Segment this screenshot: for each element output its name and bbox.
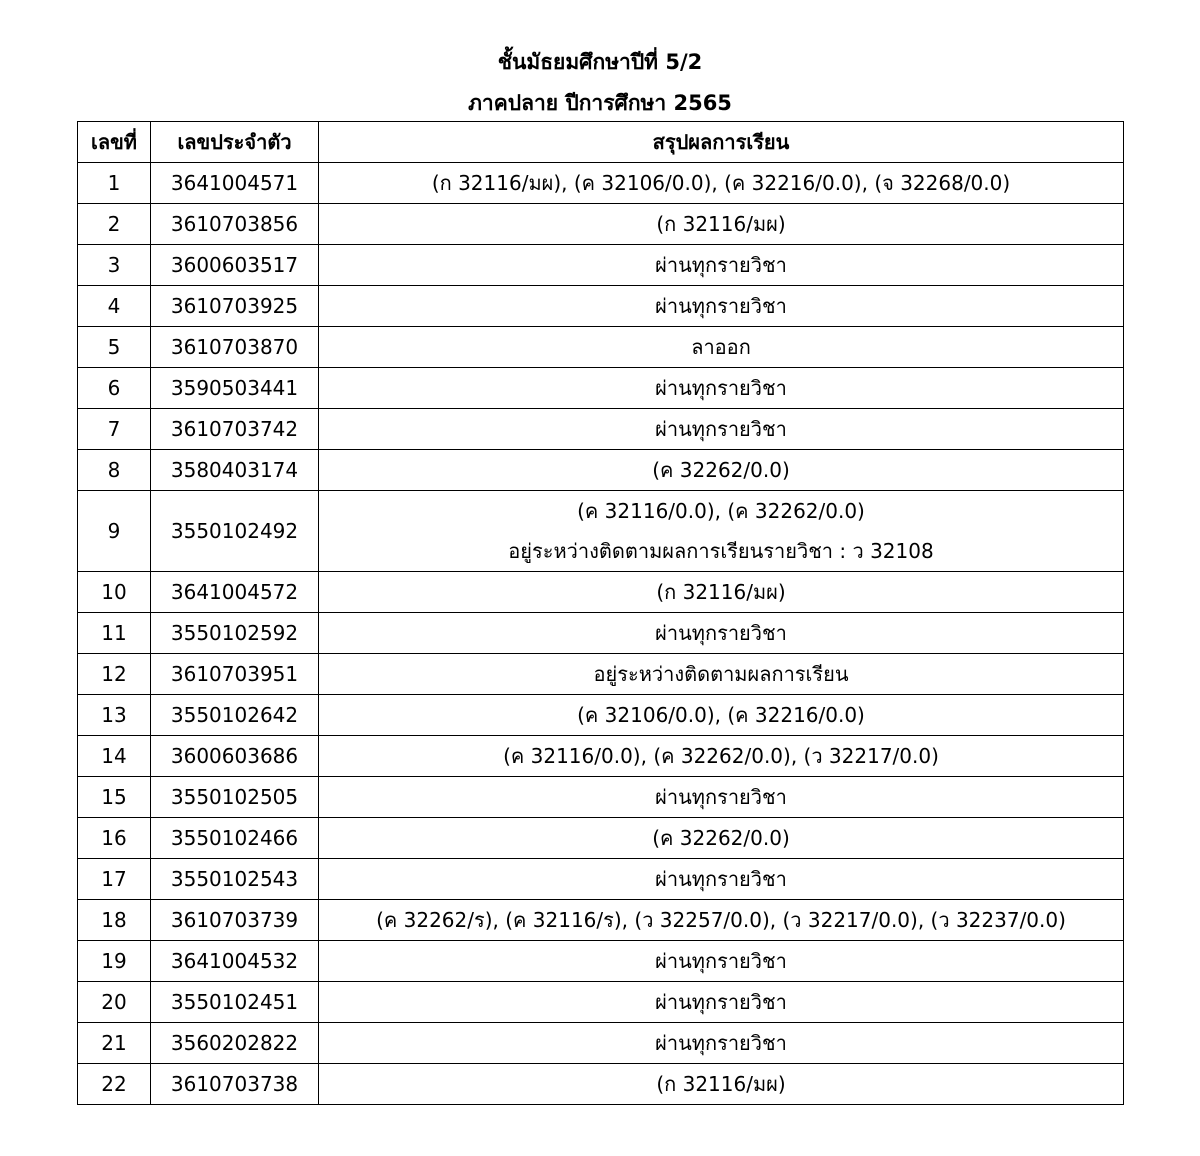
table-row [78, 982, 1124, 1023]
cell-no: 3 [78, 245, 151, 286]
table-row [78, 450, 1124, 491]
cell-summary [319, 450, 1124, 491]
cell-summary [319, 859, 1124, 900]
cell-student-id: 3550102543 [151, 859, 319, 900]
cell-student-id: 3610703738 [151, 1064, 319, 1105]
summary-line: อยู่ระหว่างติดตามผลการเรียนรายวิชา : ว 32108 [508, 539, 934, 563]
cell-summary [319, 654, 1124, 695]
cell-student-id: 3610703870 [151, 327, 319, 368]
header-no: เลขที่ [78, 122, 151, 163]
cell-student-id: 3641004572 [151, 572, 319, 613]
cell-summary [319, 245, 1124, 286]
cell-student-id: 3560202822 [151, 1023, 319, 1064]
table-row [78, 245, 1124, 286]
cell-student-id: 3590503441 [151, 368, 319, 409]
summary-line: ผ่านทุกรายวิชา [655, 949, 787, 973]
results-table-body [78, 163, 1124, 1105]
cell-no: 13 [78, 695, 151, 736]
summary-line: ลาออก [691, 335, 751, 359]
table-row [78, 327, 1124, 368]
cell-student-id: 3580403174 [151, 450, 319, 491]
cell-summary [319, 409, 1124, 450]
summary-line: ผ่านทุกรายวิชา [655, 990, 787, 1014]
results-table-header [78, 122, 1124, 163]
cell-student-id: 3610703742 [151, 409, 319, 450]
table-row [78, 491, 1124, 572]
table-row [78, 613, 1124, 654]
cell-summary [319, 368, 1124, 409]
summary-line: (ก 32116/มผ), (ค 32106/0.0), (ค 32216/0.0), (จ 32268/0.0) [431, 171, 1011, 195]
header-summary: สรุปผลการเรียน [319, 122, 1124, 163]
cell-student-id: 3641004571 [151, 163, 319, 204]
table-row [78, 859, 1124, 900]
table-row [78, 818, 1124, 859]
cell-summary [319, 777, 1124, 818]
cell-student-id: 3610703856 [151, 204, 319, 245]
cell-summary [319, 204, 1124, 245]
cell-summary [319, 982, 1124, 1023]
cell-summary [319, 900, 1124, 941]
cell-student-id: 3610703739 [151, 900, 319, 941]
summary-line: ผ่านทุกรายวิชา [655, 785, 787, 809]
summary-line: ผ่านทุกรายวิชา [655, 1031, 787, 1055]
table-row [78, 409, 1124, 450]
cell-summary [319, 941, 1124, 982]
cell-summary [319, 1064, 1124, 1105]
cell-no: 11 [78, 613, 151, 654]
cell-student-id: 3550102451 [151, 982, 319, 1023]
document-title: ชั้นมัธยมศึกษาปีที่ 5/2 [497, 50, 703, 74]
cell-student-id: 3550102492 [151, 491, 319, 572]
table-row [78, 1023, 1124, 1064]
table-row [78, 654, 1124, 695]
summary-line: (ค 32262/0.0) [652, 458, 790, 482]
cell-no: 19 [78, 941, 151, 982]
summary-line: (ค 32262/ร), (ค 32116/ร), (ว 32257/0.0), (ว 32217/0.0), (ว 32237/0.0) [376, 908, 1066, 932]
cell-no: 20 [78, 982, 151, 1023]
cell-no: 6 [78, 368, 151, 409]
summary-line: (ก 32116/มผ) [656, 580, 786, 604]
cell-student-id: 3610703951 [151, 654, 319, 695]
cell-student-id: 3550102592 [151, 613, 319, 654]
cell-no: 17 [78, 859, 151, 900]
cell-summary [319, 572, 1124, 613]
cell-no: 16 [78, 818, 151, 859]
table-row [78, 695, 1124, 736]
cell-summary [319, 613, 1124, 654]
cell-no: 21 [78, 1023, 151, 1064]
table-row [78, 900, 1124, 941]
cell-no: 1 [78, 163, 151, 204]
table-row [78, 163, 1124, 204]
table-row [78, 286, 1124, 327]
summary-line: (ค 32116/0.0), (ค 32262/0.0), (ว 32217/0.0) [503, 744, 939, 768]
cell-summary [319, 286, 1124, 327]
cell-summary [319, 695, 1124, 736]
table-row [78, 572, 1124, 613]
table-row [78, 204, 1124, 245]
cell-no: 15 [78, 777, 151, 818]
summary-line: (ก 32116/มผ) [656, 1072, 786, 1096]
cell-summary [319, 327, 1124, 368]
summary-line: (ค 32116/0.0), (ค 32262/0.0) [577, 499, 865, 523]
cell-no: 18 [78, 900, 151, 941]
cell-no: 4 [78, 286, 151, 327]
cell-summary [319, 1023, 1124, 1064]
cell-student-id: 3550102642 [151, 695, 319, 736]
table-row [78, 1064, 1124, 1105]
summary-line: (ก 32116/มผ) [656, 212, 786, 236]
cell-summary [319, 491, 1124, 572]
cell-no: 7 [78, 409, 151, 450]
summary-line: ผ่านทุกรายวิชา [655, 294, 787, 318]
cell-no: 2 [78, 204, 151, 245]
cell-summary [319, 163, 1124, 204]
cell-student-id: 3600603686 [151, 736, 319, 777]
cell-no: 22 [78, 1064, 151, 1105]
document-subtitle: ภาคปลาย ปีการศึกษา 2565 [468, 91, 732, 115]
summary-line: (ค 32106/0.0), (ค 32216/0.0) [577, 703, 865, 727]
table-row [78, 368, 1124, 409]
cell-no: 9 [78, 491, 151, 572]
cell-no: 12 [78, 654, 151, 695]
summary-line: ผ่านทุกรายวิชา [655, 376, 787, 400]
cell-no: 14 [78, 736, 151, 777]
summary-line: ผ่านทุกรายวิชา [655, 621, 787, 645]
table-row [78, 736, 1124, 777]
summary-line: ผ่านทุกรายวิชา [655, 253, 787, 277]
cell-summary [319, 736, 1124, 777]
table-row [78, 777, 1124, 818]
summary-line: อยู่ระหว่างติดตามผลการเรียน [593, 662, 849, 686]
cell-summary [319, 818, 1124, 859]
summary-line: ผ่านทุกรายวิชา [655, 867, 787, 891]
summary-line: (ค 32262/0.0) [652, 826, 790, 850]
summary-line: ผ่านทุกรายวิชา [655, 417, 787, 441]
cell-no: 8 [78, 450, 151, 491]
cell-student-id: 3550102505 [151, 777, 319, 818]
table-row [78, 941, 1124, 982]
cell-student-id: 3550102466 [151, 818, 319, 859]
header-student-id: เลขประจำตัว [151, 122, 319, 163]
cell-student-id: 3610703925 [151, 286, 319, 327]
cell-no: 10 [78, 572, 151, 613]
cell-no: 5 [78, 327, 151, 368]
cell-student-id: 3600603517 [151, 245, 319, 286]
cell-student-id: 3641004532 [151, 941, 319, 982]
header-row [78, 122, 1124, 163]
results-table [77, 121, 1124, 1105]
